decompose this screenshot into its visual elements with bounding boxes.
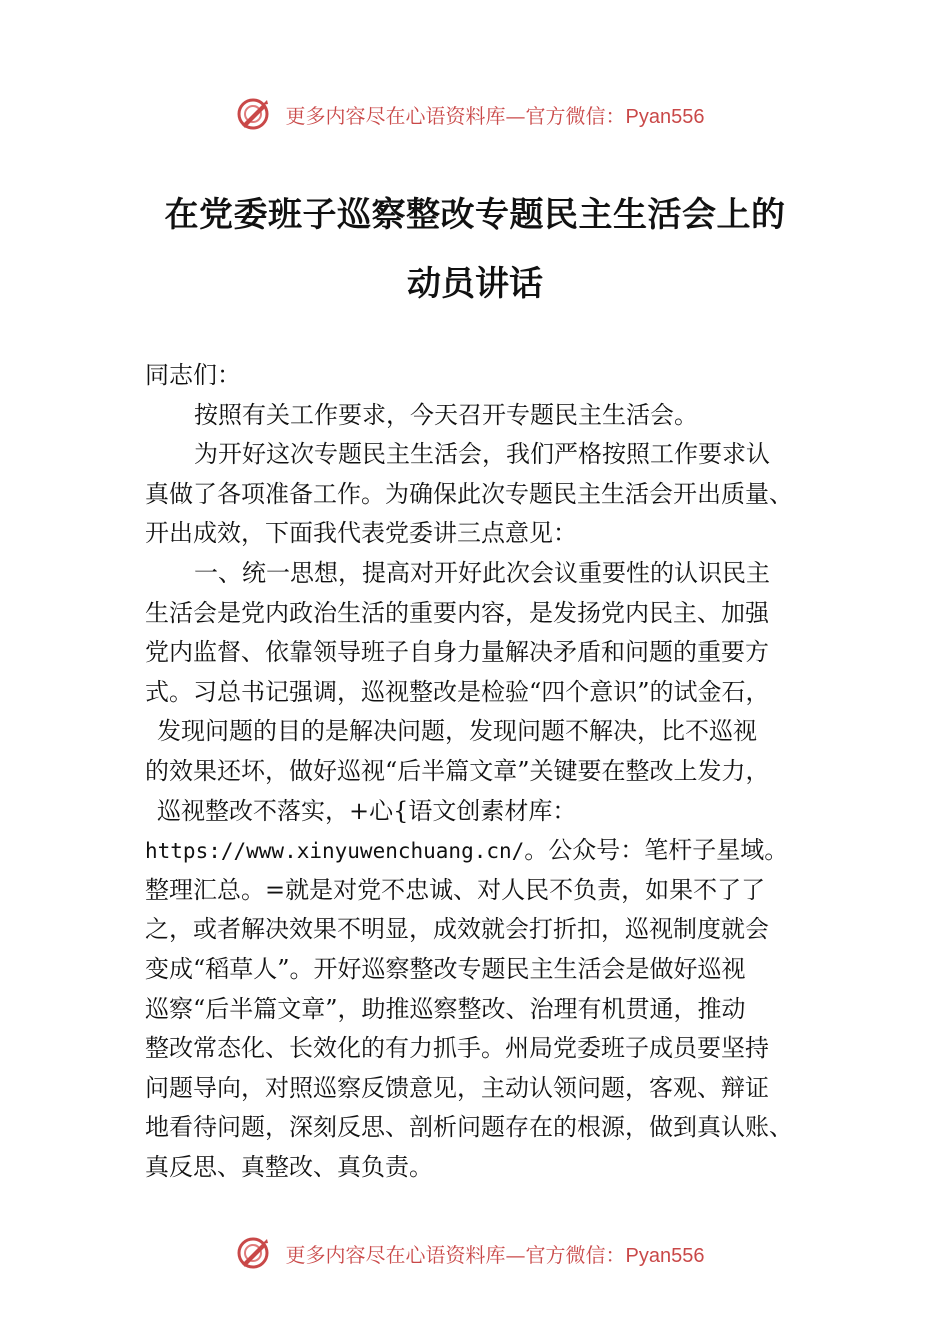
document-title-line-2: 动员讲话 [407, 264, 543, 304]
body-line: 整理汇总。=就是对党不忠诚、对人民不负责，如果不了了 [145, 875, 766, 904]
body-line: 之，或者解决效果不明显，成效就会打折扣，巡视制度就会 [145, 915, 769, 944]
body-line: 问题导向，对照巡察反馈意见，主动认领问题，客观、辩证 [145, 1073, 769, 1102]
banner-wechat-id: Pyan556 [625, 1244, 705, 1267]
banner-text: 更多内容尽在心语资料库—官方微信：Pyan556 [285, 1242, 705, 1267]
document-body [145, 356, 835, 1187]
brand-logo-icon [236, 97, 270, 131]
banner-wechat-id: Pyan556 [625, 105, 705, 128]
body-line: 按照有关工作要求，今天召开专题民主生活会。 [194, 400, 698, 429]
brand-logo-icon [236, 1236, 270, 1270]
url-text: https://www.xinyuwenchuang.cn/ [145, 839, 525, 864]
body-line: 为开好这次专题民主生活会，我们严格按照工作要求认 [194, 440, 770, 469]
body-line-url [145, 831, 835, 871]
footer-banner [0, 1233, 950, 1273]
body-line: 变成“稻草人”。开好巡察整改专题民主生活会是做好巡视 [145, 954, 746, 983]
body-line: 地看待问题，深刻反思、剖析问题存在的根源，做到真认账、 [145, 1113, 793, 1142]
body-line: 式。习总书记强调，巡视整改是检验“四个意识”的试金石， [145, 677, 770, 706]
body-line: 真做了各项准备工作。为确保此次专题民主生活会开出质量、 [145, 479, 793, 508]
body-line: 的效果还坏，做好巡视“后半篇文章”关键要在整改上发力， [145, 756, 770, 785]
body-line: 真反思、真整改、真负责。 [145, 1152, 433, 1181]
header-banner [0, 94, 950, 134]
body-line: 巡察“后半篇文章”，助推巡察整改、治理有机贯通，推动 [145, 994, 746, 1023]
body-line: 开出成效，下面我代表党委讲三点意见： [145, 519, 577, 548]
body-line: 生活会是党内政治生活的重要内容，是发扬党内民主、加强 [145, 598, 769, 627]
body-line: 整改常态化、长效化的有力抓手。州局党委班子成员要坚持 [145, 1034, 769, 1063]
body-line: 党内监督、依靠领导班子自身力量解决矛盾和问题的重要方 [145, 638, 769, 667]
body-line: 一、统一思想，提高对开好此次会议重要性的认识民主 [194, 558, 770, 587]
body-line: 巡视整改不落实，+心{语文创素材库： [157, 796, 577, 825]
document-title-line-1: 在党委班子巡察整改专题民主生活会上的 [164, 195, 786, 235]
body-line: 发现问题的目的是解决问题，发现问题不解决，比不巡视 [157, 717, 757, 746]
banner-text: 更多内容尽在心语资料库—官方微信：Pyan556 [285, 103, 705, 128]
body-line-tail: 。公众号：笔杆子星域。 [524, 836, 789, 865]
salutation: 同志们： [145, 361, 241, 389]
